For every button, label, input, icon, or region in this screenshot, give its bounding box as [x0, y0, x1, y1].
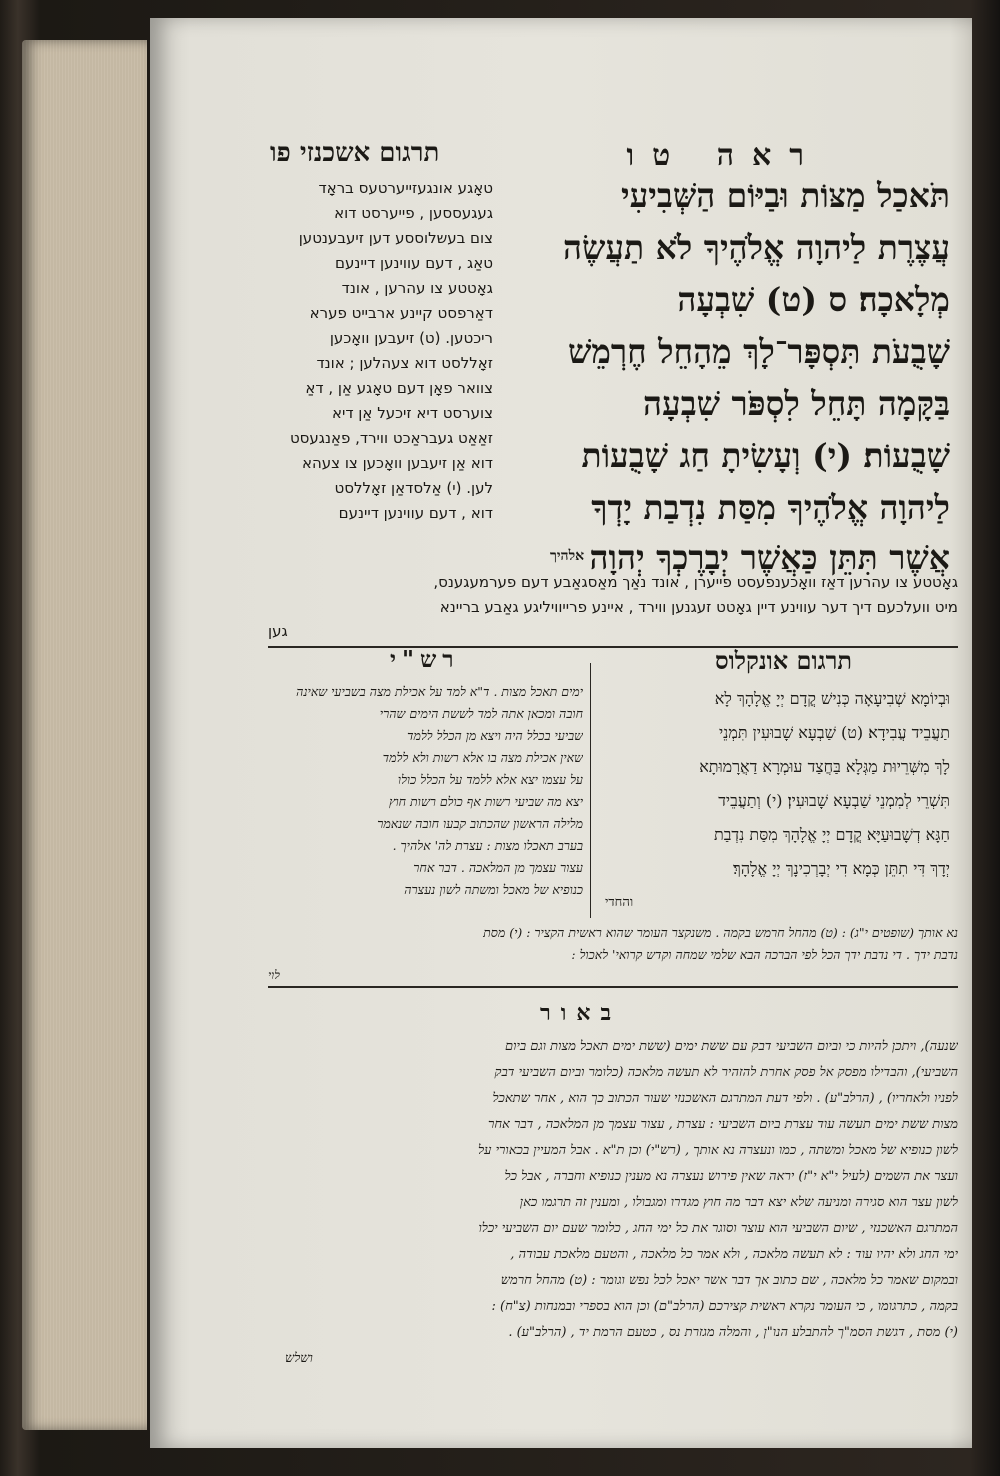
targum-line: וּבְיוֹמָא שְׁבִיעָאָה כְּנִישׁ קֳדָם יְיָ אֱלָהָךְ לָא: [714, 689, 950, 708]
hebrew-line: אֲשֶׁר תִּתֵּן כַּאֲשֶׁר יְבָרֶכְךָ יְהוָה: [589, 538, 950, 577]
rashi-line: יצא מה שביעי רשות אף כולם רשות חוץ: [388, 794, 583, 809]
targum-line: תַעֲבֵיד עֲבִידָא׃ (ט) שַׁבְעָא שָׁבוּעִין תִּמְנֵי: [718, 723, 950, 742]
targum-line: חַגָּא דְשָׁבוּעַיָּא קֳדָם יְיָ אֱלָהָךְ מִסַּת נִדְבַת: [713, 825, 950, 844]
rashi-line: מלילה הראשון שהכתוב קבעו חובה שנאמר: [377, 816, 583, 831]
book-page: [150, 18, 972, 1448]
rashi-line: בערב תאכלו מצות : עצרת לה' אלהיך .: [392, 838, 583, 853]
divider-line: [268, 646, 958, 648]
biur-line: לשון עצר הוא סגירה ומניעה שלא יצא דבר מה חוץ מגדרו ומגבולו , ומענין זה תרגמו כאן: [519, 1195, 958, 1210]
biur-line: ועצר את השמים (לעיל י"א י"ז) יראה שאין פירוש נעצרה נא מענין כנופיא וחברה , אבל כל: [504, 1169, 958, 1184]
biur-line: השביעי), והבדילו מפסק אל פסק אחרת להזהיר לא תעשה מלאכה (כלומר וביום השביעי דבק: [494, 1065, 958, 1080]
hebrew-catchword: אלהיך: [550, 548, 585, 564]
biur-line: (י) מסת , דגשת הסמ"ך להתבלע הנו"ן , והמלה מגזרת נס , כטעם הרמת יד , (הרלב"ע) .: [508, 1325, 958, 1340]
hebrew-line: עֲצֶרֶת לַיהוָה אֱלֹהֶיךָ לֹא תַעֲשֶׂה: [563, 228, 950, 267]
translation-line: ריכטען. (ט) זיעבען וואָכען: [329, 329, 493, 347]
translation-line: דוא אַן זיעבען וואָכען צו צעהא: [301, 454, 493, 472]
biur-heading: באור: [540, 1000, 622, 1026]
rashi-foot-line: נא אותך (שופטים י"ג) : (ט) מהחל חרמש בקמה . משנקצר העומר שהוא ראשית הקציר : (י) מסת: [483, 925, 958, 940]
hebrew-line: תֹּאכַל מַצּוֹת וּבַיּוֹם הַשְּׁבִיעִי: [620, 176, 950, 215]
column-divider: [590, 663, 591, 918]
translation-line: צוערסט דיא זיכעל אַן דיא: [331, 404, 493, 422]
rashi-line: חובה ומכאן אתה למד לששת הימים שהרי: [379, 706, 583, 721]
hebrew-line: שָׁבֻעֹת תִּסְפָּר־לָךְ מֵהָחֵל חֶרְמֵשׁ: [567, 332, 950, 371]
rashi-foot-line: נדבת ידך . די נדבת ידך הכל לפי הברכה הבא שלמי שמחה וקדש קרואי' לאכול :: [571, 947, 958, 962]
divider-line: [268, 986, 958, 988]
rashi-line: ימים תאכל מצות . ד"א למד על אכילת מצה בשביעי שאינה: [296, 684, 583, 699]
translation-line: דוא , דעם עווינען דיינעם: [338, 504, 493, 522]
translation-line: גאָטטע צו עהרען , אונד: [341, 279, 493, 297]
biur-line: לשון כנופיא של מאכל ומשתה , כמו ונעצרה נא אותך , (רש"י) וכן ת"א . אבל המעיין בכאורי על: [478, 1143, 958, 1158]
biur-line: בקמה , כתרגומו , כי העומר נקרא ראשית קצירכם (הרלב"ם) וכן הוא בספרי ובמנחות (צ"ח) :: [491, 1299, 958, 1314]
targum-line: לָךְ מִשְּׁרֵיוּת מַגְּלָא בַּחֲצַד עוּמְרָא דַאֲרָמוּתָא: [699, 757, 950, 776]
translation-line: זאָללסט דוא צעהלען ; אונד: [316, 354, 493, 372]
translation-line: צום בעשלוססע דען זיעבענטען: [298, 229, 493, 247]
targum-line: יְדָךְ דִּי תִתֵּן כְּמָא דִי יְבָרְכִינָךְ יְיָ אֱלָהָךְ׃: [732, 859, 950, 878]
rashi-line: עצור עצמך מן המלאכה . דבר אחר: [413, 860, 583, 875]
translation-wrap: גען: [268, 622, 288, 640]
translation-line: געגעססען , פייערסט דוא: [334, 204, 493, 222]
hebrew-line: בַּקָּמָה תָּחֵל לִסְפֹּר שִׁבְעָה: [643, 384, 950, 423]
rashi-line: שביעי בכלל היה ויצא מן הכלל ללמד: [407, 728, 583, 743]
translation-line: זאַאַט געבראַכט ווירד, פאַנגעסט: [289, 429, 493, 447]
rashi-heading: רש"י: [390, 646, 460, 673]
translation-line: טאַג , דעם עווינען דיינעם: [335, 254, 493, 272]
translation-line: צוואר פאָן דעם טאָגע אַן , דאַ: [305, 379, 493, 397]
translation-wide-line: מיט וועלכעם דיך דער עווינע דיין גאָטט זעגנען ווירד , איינע פרייוויליגע גאַבע בריינא: [439, 598, 958, 616]
biur-line: לפניו ולאחריו) , (הרלב"ע) . ולפי דעת המתרגם האשכנזי שעור הכתוב כך הוא , אחר שתאכל: [492, 1091, 958, 1106]
biur-line: ובמקום שאמר כל מלאכה , שם כתוב אך דבר אשר יאכל לכל נפש וגומר : (ט) מהחל חרמש: [500, 1273, 958, 1288]
translation-line: טאָגע אונגעזייערטעס בראָד: [318, 179, 493, 197]
hebrew-line: לַיהוָה אֱלֹהֶיךָ מִסַּת נִדְבַת יָדְךָ: [591, 488, 950, 527]
translation-wide-line: גאָטטע צו עהרען דאַז וואָכענפעסט פייערן , אונד נאַך מאַסגאַבע דעם פערמעגענס,: [433, 573, 958, 591]
page-edges: [22, 40, 147, 1430]
rashi-line: שאין אכילת מצה בו אלא רשות ולא ללמד: [382, 750, 583, 765]
biur-line: המתרגם האשכנזי , שיום השביעי הוא עוצר וסוגר את כל ימי החג , כלומר שעם יום השביעי יכלו: [478, 1221, 958, 1236]
hebrew-line: שָׁבֻעוֹת׃ (י) וְעָשִׂיתָ חַג שָׁבֻעוֹת: [581, 436, 950, 475]
targum-heading: תרגום אונקלוס: [714, 646, 852, 675]
rashi-line: על עצמו יצא אלא ללמד על הכלל כולו: [397, 772, 583, 787]
hebrew-line: מְלָאכָה׃ ס (ט) שִׁבְעָה: [677, 280, 950, 319]
translation-line: דאַרפסט קיינע ארבייט פערא: [309, 304, 493, 322]
biur-catchword: ושלש: [285, 1351, 313, 1366]
biur-line: ימי החג ולא יהיו עוד : לא תעשה מלאכה , ולא אמר כל מלאכה , והטעם מלאכת עבודה ,: [510, 1247, 958, 1262]
translation-line: לען. (י) אַלסדאַן זאָללסט: [334, 479, 493, 497]
rashi-foot-catchword: לוי: [268, 968, 280, 982]
biur-line: שנעה), ויתכן להיות כי וביום השביעי דבק עם ששת ימים (ששת ימים תאכל מצות וגם ביום: [505, 1039, 958, 1054]
targum-line: תִּשְׁרֵי לְמִמְנֵי שַׁבְעָא שָׁבוּעִין׃ (י) וְתַעֲבֵיד: [718, 791, 950, 810]
biur-line: מצות ששת ימים תעשה עוד עצרת ביום השביעי : עצרת , עצור עצמך מן המלאכה , דבר אחר: [487, 1117, 958, 1132]
targum-catchword: והחדי: [605, 895, 634, 910]
rashi-line: כנופיא של מאכל ומשתה לשון נעצרה: [404, 882, 583, 897]
running-header-left: תרגום אשכנזי פו: [270, 138, 440, 168]
running-header-right: ראה טו: [626, 138, 822, 173]
